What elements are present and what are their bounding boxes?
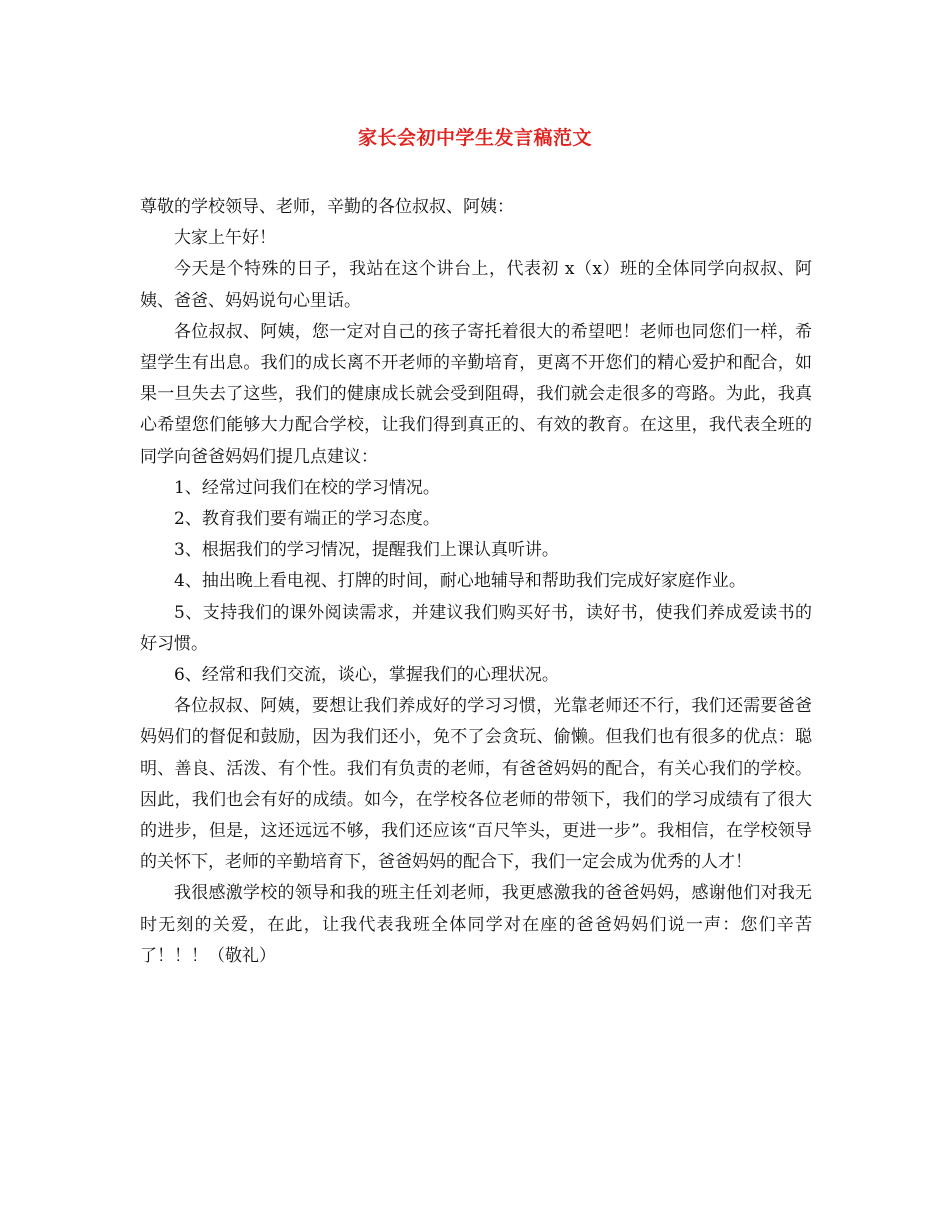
- greeting-paragraph: 大家上午好！: [174, 228, 276, 249]
- document-title: 家长会初中学生发言稿范文: [357, 127, 592, 149]
- suggestion-item: 1、经常过问我们在校的学习情况。: [174, 477, 440, 498]
- suggestion-item: 5、支持我们的课外阅读需求，并建议我们购买好书，读好书，使我们养成爱读书的好习惯。: [140, 602, 812, 654]
- suggestion-item: 3、根据我们的学习情况，提醒我们上课认真听讲。: [174, 540, 559, 561]
- salutation-paragraph: 尊敬的学校领导、老师，辛勤的各位叔叔、阿姨：: [140, 197, 514, 217]
- document-body: [140, 192, 812, 972]
- closing-paragraph: 我很感激学校的领导和我的班主任刘老师，我更感激我的爸爸妈妈，感谢他们对我无时无刻的关爱，在此，让我代表我班全体同学对在座的爸爸妈妈们说一声：您们辛苦了！！！（敬礼）: [140, 883, 812, 966]
- body-paragraph: 各位叔叔、阿姨，您一定对自己的孩子寄托着很大的希望吧！老师也同您们一样，希望学生有出息。我们的成长离不开老师的辛勤培育，更离不开您们的精心爱护和配合，如果一旦失去了这些，我们的健康成长就会受到阻碍，我们就会走很多的弯路。为此，我真心希望您们能够大力配合学校，让我们得到真正的、有效的教育。在这里，我代表全班的同学向爸爸妈妈们提几点建议：: [140, 321, 812, 467]
- body-paragraph: 今天是个特殊的日子，我站在这个讲台上，代表初 x（x）班的全体同学向叔叔、阿姨、爸爸、妈妈说句心里话。: [140, 259, 812, 311]
- suggestion-item: 2、教育我们要有端正的学习态度。: [174, 509, 440, 530]
- body-paragraph: 各位叔叔、阿姨，要想让我们养成好的学习习惯，光靠老师还不行，我们还需要爸爸妈妈们的督促和鼓励，因为我们还小，免不了会贪玩、偷懒。但我们也有很多的优点：聪明、善良、活泼、有个性。我们有负责的老师，有爸爸妈妈的配合，有关心我们的学校。因此，我们也会有好的成绩。如今，在学校各位老师的带领下，我们的学习成绩有了很大的进步，但是，这还远远不够，我们还应该“百尺竿头，更进一步”。我相信，在学校领导的关怀下，老师的辛勤培育下，爸爸妈妈的配合下，我们一定会成为优秀的人才！: [140, 696, 812, 873]
- suggestion-item: 6、经常和我们交流，谈心，掌握我们的心理状况。: [174, 665, 559, 686]
- suggestion-item: 4、抽出晚上看电视、打牌的时间，耐心地辅导和帮助我们完成好家庭作业。: [174, 571, 746, 592]
